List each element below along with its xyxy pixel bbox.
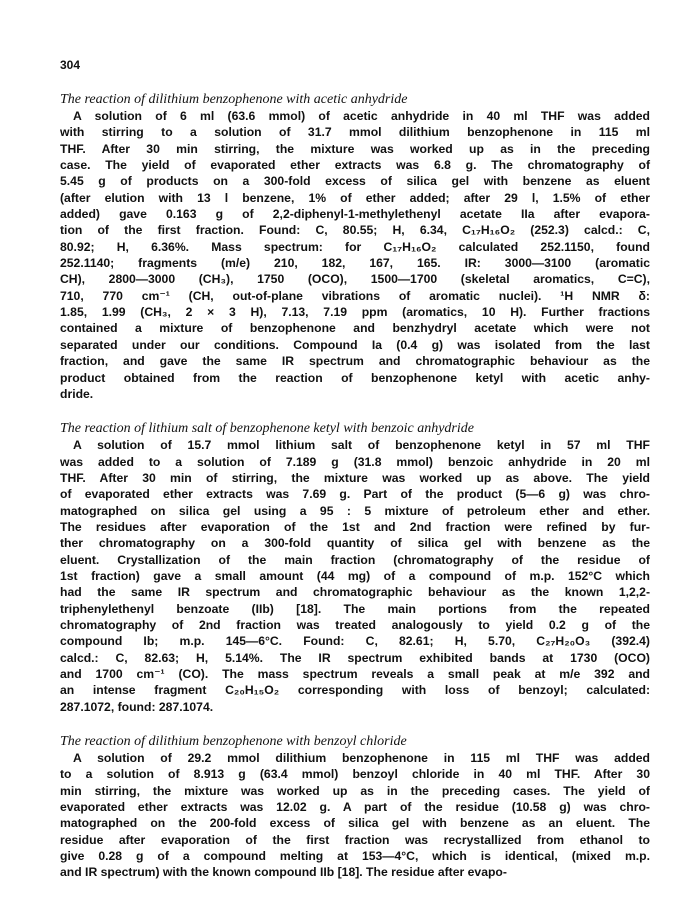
text-line: 287.1072, found: 287.1074. (60, 699, 214, 714)
text-line: to a solution of 8.913 g (63.4 mmol) benzoyl chloride in 40 ml THF. After 30 (60, 767, 650, 782)
section (60, 91, 650, 402)
page (60, 58, 650, 899)
text-line: and 1700 cm⁻¹ (CO). The mass spectrum reveals a small peak at m/e 392 and (60, 667, 650, 681)
text-line: had the same IR spectrum and chromatographic behaviour as the known 1,2,2- (60, 585, 650, 600)
text-line: 1.85, 1.99 (CH₃, 2 × 3 H), 7.13, 7.19 ppm (aromatics, 10 H). Further fractions (60, 305, 650, 320)
text-line: chromatography of 2nd fraction was treated analogously to yield 0.2 g of the (60, 617, 650, 632)
section-heading: The reaction of dilithium benzophenone with acetic anhydride (60, 92, 408, 107)
text-line: product obtained from the reaction of benzophenone ketyl with acetic anhy- (60, 370, 650, 385)
text-line: 252.1140; fragments (m/e) 210, 182, 167, 165. IR: 3000—3100 (aromatic (60, 256, 650, 271)
page-number: 304 (60, 58, 81, 72)
section-heading: The reaction of dilithium benzophenone with benzoyl chloride (60, 734, 407, 750)
text-line: 80.92; H, 6.36%. Mass spectrum: for C₁₇H₁₆O₂ calculated 252.1150, found (60, 239, 650, 254)
text-line: THF. After 30 min stirring, the mixture was worked up as in the preceding (60, 141, 650, 156)
text-line: triphenylethenyl benzoate (IIb) [18]. The main portions from the repeated (60, 601, 650, 616)
text-line: dride. (60, 386, 94, 401)
text-line: with stirring to a solution of 31.7 mmol dilithium benzophenone in 115 ml (60, 125, 650, 140)
section-paragraph (60, 437, 650, 715)
sections (60, 91, 650, 881)
section (60, 420, 650, 715)
text-line: separated under our conditions. Compound Ia (0.4 g) was isolated from the last (60, 337, 650, 352)
text-line: residue after evaporation of the first fraction was recrystallized from ethanol to (60, 832, 650, 847)
text-line: A solution of 15.7 mmol lithium salt of benzophenone ketyl in 57 ml THF (73, 438, 650, 453)
text-line: and IR spectrum) with the known compound IIb [18]. The residue after evapo- (60, 865, 507, 880)
text-line: case. The yield of evaporated ether extracts was 6.8 g. The chromatography of (60, 158, 650, 173)
section (60, 733, 650, 881)
text-line: min stirring, the mixture was worked up as in the preceding cases. The yield of (60, 783, 650, 798)
text-line: 5.45 g of products on a 300-fold excess of silica gel with benzene as eluent (60, 174, 650, 189)
text-line: ther chromatography on a 300-fold quantity of silica gel with benzene as the (60, 536, 650, 551)
text-line: matographed on the 200-fold excess of silica gel with benzene as an eluent. The (60, 816, 650, 831)
text-line: was added to a solution of 7.189 g (31.8 mmol) benzoic anhydride in 20 ml (60, 454, 650, 469)
text-line: an intense fragment C₂₀H₁₅O₂ corresponding with loss of benzoyl; calculated: (60, 683, 650, 698)
text-line: (after elution with 13 l benzene, 1% of ether added; after 29 l, 1.5% of ether (60, 190, 650, 205)
section-paragraph (60, 108, 650, 402)
text-line: calcd.: C, 82.63; H, 5.14%. The IR spectrum exhibited bands at 1730 (OCO) (60, 650, 650, 665)
text-line: added) gave 0.163 g of 2,2-diphenyl-1-methylethenyl acetate IIa after evapora- (60, 207, 650, 222)
text-line: fraction, and gave the same IR spectrum and chromatographic behaviour as the (60, 354, 650, 369)
text-line: give 0.28 g of a compound melting at 153—4°C, which is identical, (mixed m.p. (60, 849, 650, 864)
section-heading: The reaction of lithium salt of benzophenone ketyl with benzoic anhydride (60, 421, 474, 437)
text-line: matographed on silica gel using a 95 : 5 mixture of petroleum ether and ether. (60, 503, 650, 518)
text-line: eluent. Crystallization of the main fraction (chromatography of the residue of (60, 552, 650, 567)
text-line: CH), 2800—3000 (CH₃), 1750 (OCO), 1500—1700 (skeletal aromatics, C=C), (60, 272, 650, 287)
text-line: tion of the first fraction. Found: C, 80.55; H, 6.34, C₁₇H₁₆O₂ (252.3) calcd.: C, (60, 223, 650, 238)
text-line: evaporated ether extracts was 12.02 g. A part of the residue (10.58 g) was chro- (60, 800, 650, 815)
section-paragraph (60, 750, 650, 881)
text-line: 710, 770 cm⁻¹ (CH, out-of-plane vibrations of aromatic nuclei). ¹H NMR δ: (60, 288, 650, 303)
text-line: compound Ib; m.p. 145—6°C. Found: C, 82.61; H, 5.70, C₂₇H₂₀O₃ (392.4) (60, 634, 650, 649)
text-line: A solution of 29.2 mmol dilithium benzophenone in 115 ml THF was added (73, 751, 650, 766)
text-line: 1st fraction) gave a small amount (44 mg) of a compound of m.p. 152°C which (60, 568, 650, 583)
text-line: The residues after evaporation of the 1st and 2nd fraction were refined by fur- (60, 519, 650, 534)
text-line: contained a mixture of benzophenone and benzhydryl acetate which were not (60, 321, 650, 336)
text-line: THF. After 30 min of stirring, the mixture was worked up as above. The yield (60, 470, 650, 485)
text-line: A solution of 6 ml (63.6 mmol) of acetic anhydride in 40 ml THF was added (73, 109, 650, 123)
text-line: of evaporated ether extracts was 7.69 g. Part of the product (5—6 g) was chro- (60, 487, 650, 502)
